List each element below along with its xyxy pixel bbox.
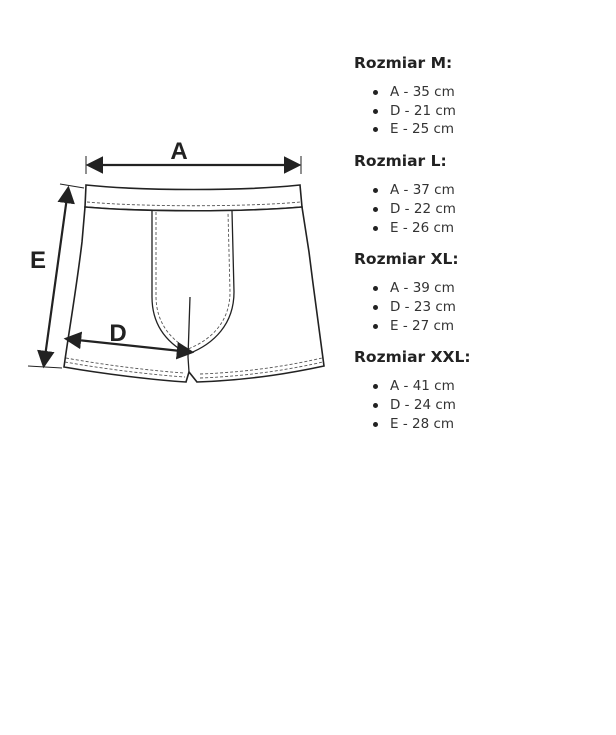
dimension-e-tick-top (60, 184, 84, 188)
size-xxl-measurement-d: D - 24 cm (390, 396, 604, 415)
size-chart (354, 52, 604, 444)
shorts-body-outline (64, 207, 324, 382)
dimension-a-label: A (170, 138, 188, 165)
size-list-m (354, 83, 604, 139)
size-list-xl (354, 279, 604, 335)
dimension-e-tick-bottom (28, 366, 62, 368)
size-xxl-measurement-e: E - 28 cm (390, 415, 604, 434)
size-title-xl: Rozmiar XL: (354, 250, 459, 269)
size-m-measurement-d: D - 21 cm (390, 102, 604, 121)
size-title-xxl: Rozmiar XXL: (354, 348, 471, 367)
size-block-xxl (354, 346, 604, 433)
size-list-l (354, 181, 604, 237)
size-xl-measurement-e: E - 27 cm (390, 317, 604, 336)
size-block-xl (354, 248, 604, 335)
size-block-m (354, 52, 604, 139)
size-l-measurement-a: A - 37 cm (390, 181, 604, 200)
dimension-d-label: D (109, 320, 127, 347)
size-block-l (354, 150, 604, 237)
size-xxl-measurement-a: A - 41 cm (390, 377, 604, 396)
size-title-l: Rozmiar L: (354, 152, 447, 171)
size-title-m: Rozmiar M: (354, 54, 453, 72)
boxer-shorts-drawing (14, 112, 336, 402)
boxer-size-diagram (14, 112, 336, 402)
waistband-outline (85, 185, 302, 211)
size-m-measurement-a: A - 35 cm (390, 83, 604, 102)
size-xl-measurement-d: D - 23 cm (390, 298, 604, 317)
size-l-measurement-d: D - 22 cm (390, 200, 604, 219)
size-xl-measurement-a: A - 39 cm (390, 279, 604, 298)
dimension-e-arrow (44, 190, 68, 364)
size-m-measurement-e: E - 25 cm (390, 120, 604, 139)
size-l-measurement-e: E - 26 cm (390, 219, 604, 238)
dimension-e-label: E (29, 247, 47, 274)
size-list-xxl (354, 377, 604, 433)
